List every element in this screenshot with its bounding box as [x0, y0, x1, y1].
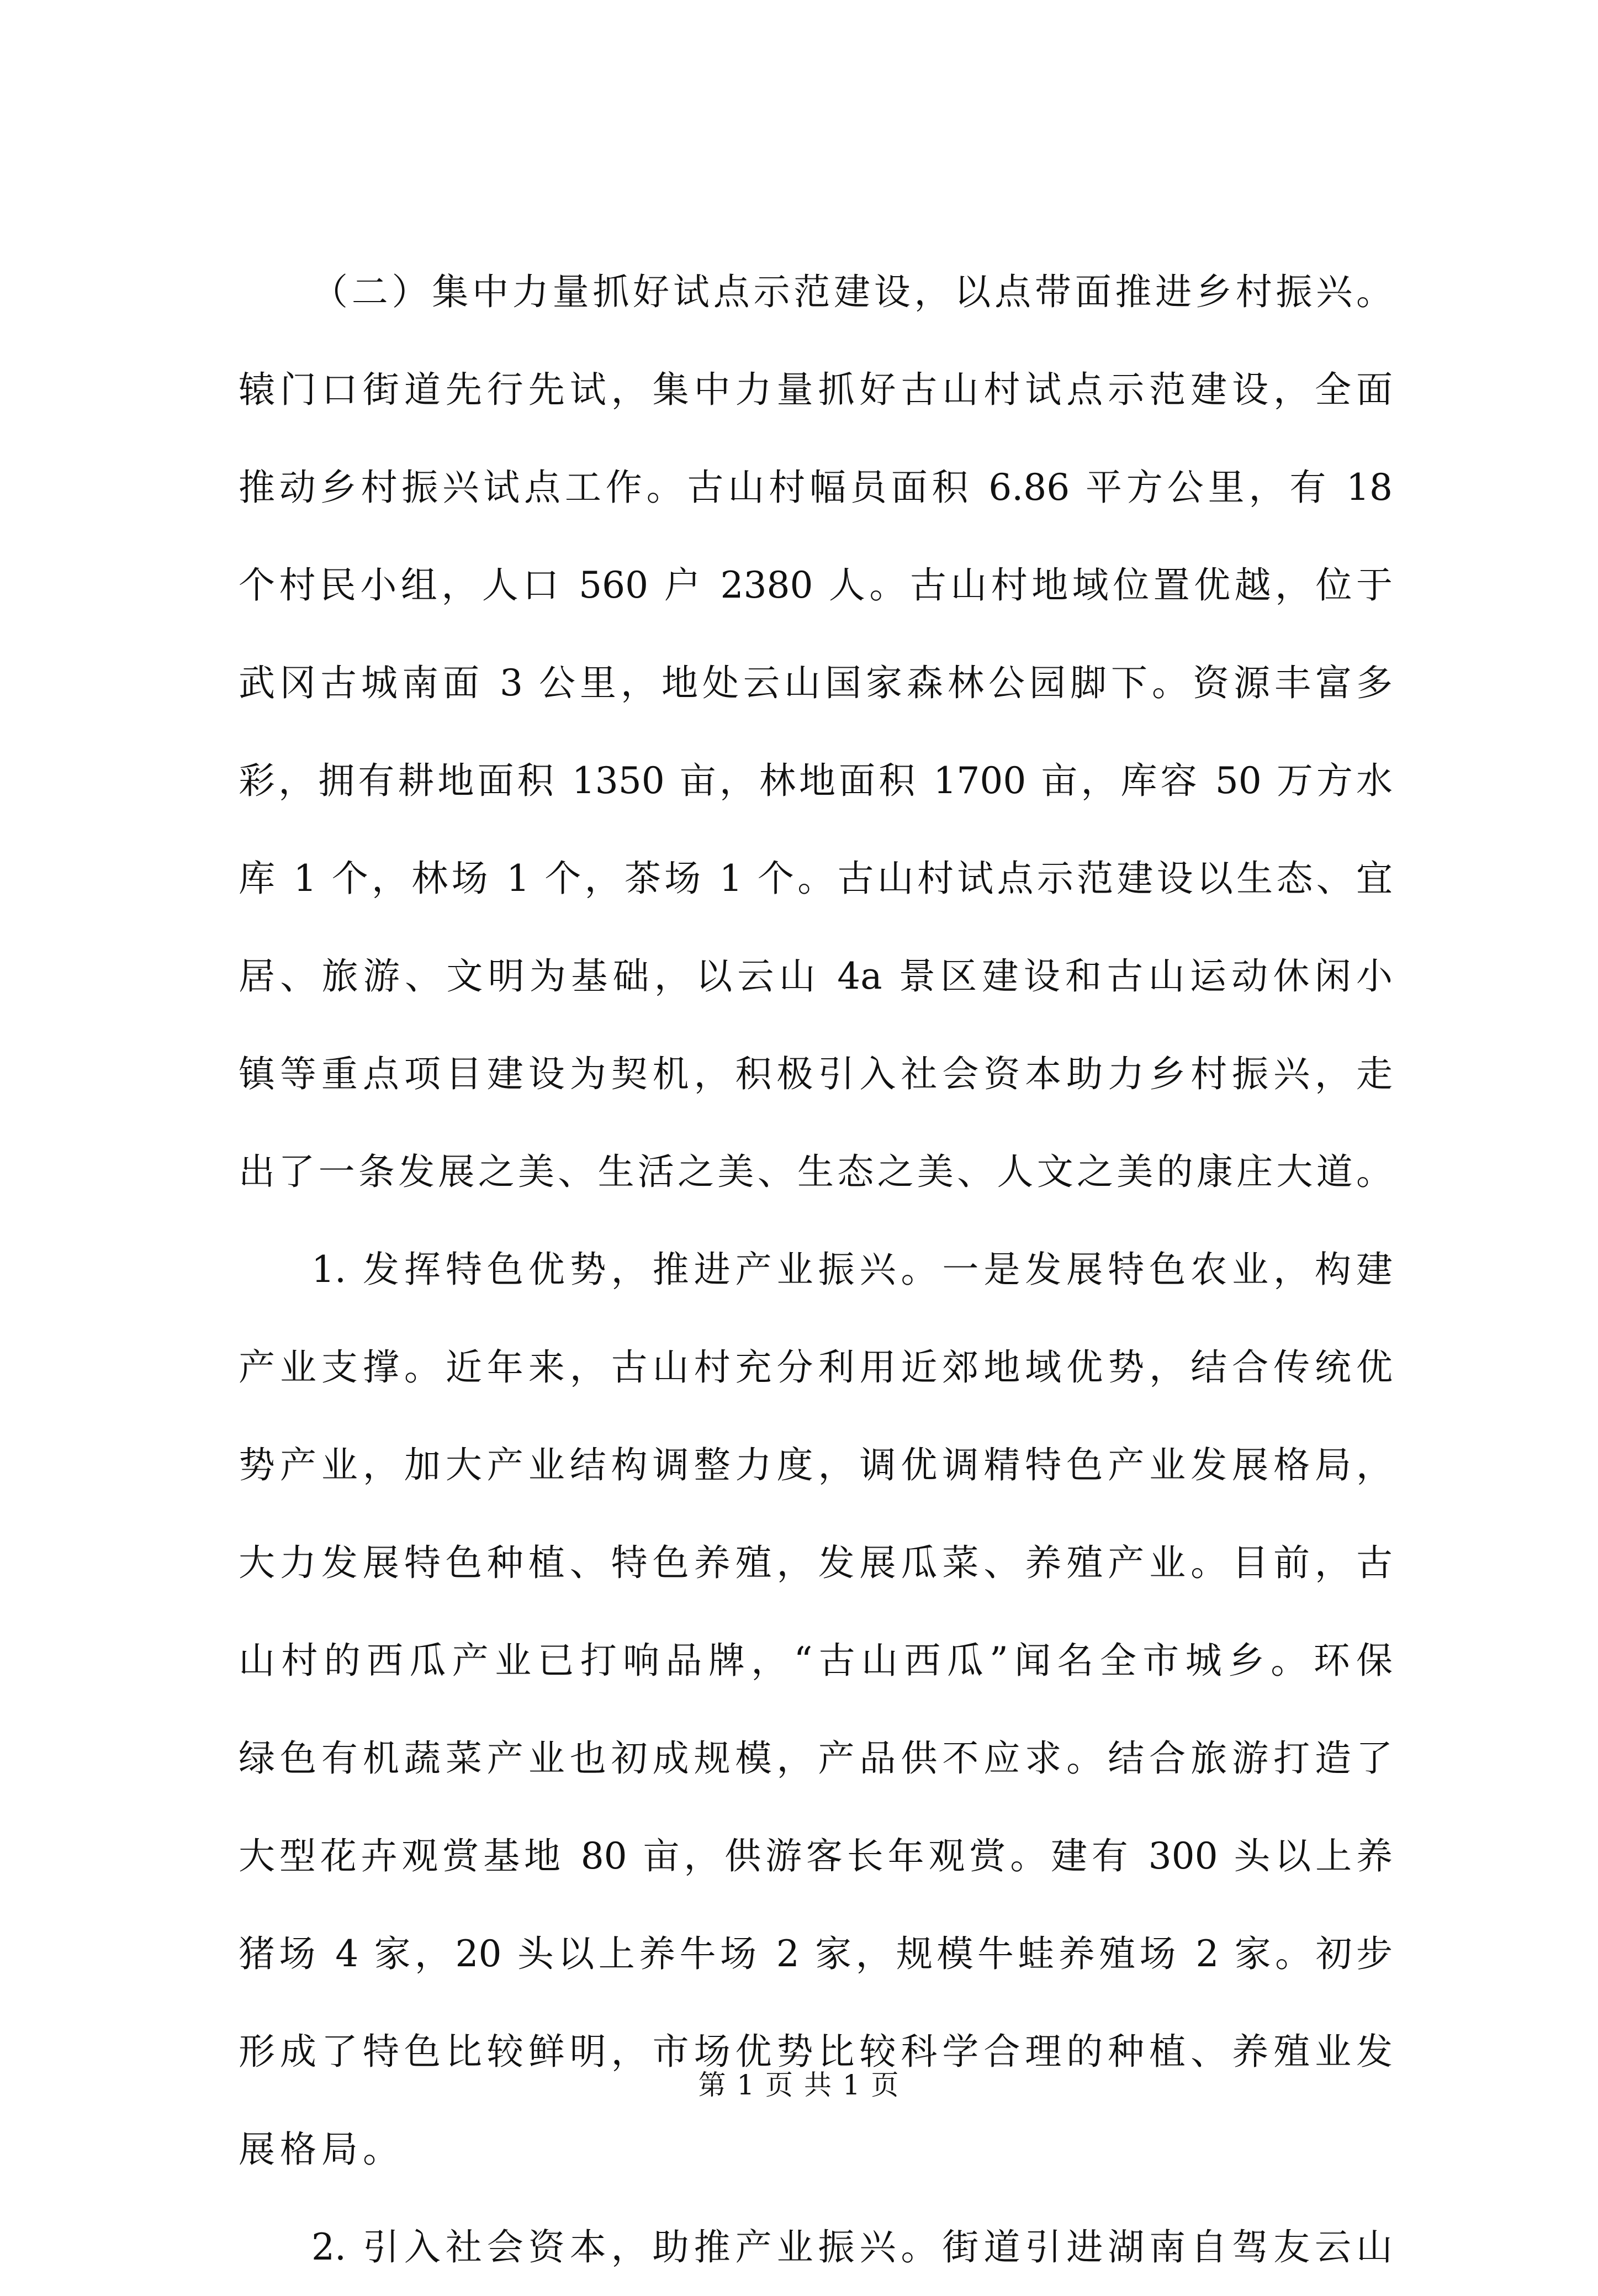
paragraph-line: 辕门口街道先行先试，集中力量抓好古山村试点示范建设，全面 [239, 368, 1393, 411]
paragraph-line: 产业支撑。近年来，古山村充分利用近郊地域优势，结合传统优 [239, 1346, 1393, 1389]
paragraph-line: 彩，拥有耕地面积 1350 亩，林地面积 1700 亩，库容 50 万方水 [239, 759, 1393, 802]
paragraph-line: 绿色有机蔬菜产业也初成规模，产品供不应求。结合旅游打造了 [239, 1737, 1393, 1780]
paragraph-line: 镇等重点项目建设为契机，积极引入社会资本助力乡村振兴，走 [239, 1053, 1393, 1095]
paragraph-line: 居、旅游、文明为基础，以云山 4a 景区建设和古山运动休闲小 [239, 955, 1393, 997]
paragraph-line: 库 1 个，林场 1 个，茶场 1 个。古山村试点示范建设以生态、宜 [239, 857, 1393, 900]
paragraph-line: 个村民小组，人口 560 户 2380 人。古山村地域位置优越，位于 [239, 564, 1393, 606]
paragraph-line: 猪场 4 家，20 头以上养牛场 2 家，规模牛蛙养殖场 2 家。初步 [239, 1933, 1393, 1975]
paragraph-line: 形成了特色比较鲜明，市场优势比较科学合理的种植、养殖业发 [239, 2030, 1393, 2073]
page-number-footer: 第 1 页 共 1 页 [698, 2069, 900, 2101]
paragraph-line: 1. 发挥特色优势，推进产业振兴。一是发展特色农业，构建 [311, 1248, 1393, 1291]
paragraph-line: 大型花卉观赏基地 80 亩，供游客长年观赏。建有 300 头以上养 [239, 1835, 1393, 1877]
paragraph-line: 势产业，加大产业结构调整力度，调优调精特色产业发展格局， [239, 1444, 1393, 1486]
paragraph-line: 2. 引入社会资本，助推产业振兴。街道引进湖南自驾友云山 [311, 2226, 1393, 2268]
paragraph-line: 武冈古城南面 3 公里，地处云山国家森林公园脚下。资源丰富多 [239, 662, 1393, 704]
document-body [239, 243, 1393, 2296]
paragraph-line: 展格局。 [239, 2128, 404, 2171]
paragraph-line: 山村的西瓜产业已打响品牌，“古山西瓜”闻名全市城乡。环保 [239, 1639, 1393, 1682]
paragraph-line: 出了一条发展之美、生活之美、生态之美、人文之美的康庄大道。 [239, 1150, 1393, 1193]
paragraph-line: （二）集中力量抓好试点示范建设，以点带面推进乡村振兴。 [311, 271, 1393, 313]
paragraph-line: 大力发展特色种植、特色养殖，发展瓜菜、养殖产业。目前，古 [239, 1542, 1393, 1584]
paragraph-line: 推动乡村振兴试点工作。古山村幅员面积 6.86 平方公里，有 18 [239, 466, 1393, 509]
